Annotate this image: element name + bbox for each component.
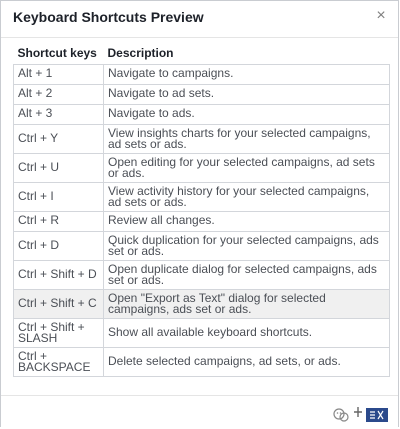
table-row xyxy=(14,65,390,85)
shortcuts-table xyxy=(13,43,390,377)
watermark-cross-icon xyxy=(352,405,364,424)
description-cell: Quick duplication for your selected campaigns, ads set or ads. xyxy=(104,232,390,261)
table-row xyxy=(14,348,390,377)
table-row xyxy=(14,183,390,212)
shortcut-key-cell: Ctrl + BACKSPACE xyxy=(14,348,104,377)
description-cell: Show all available keyboard shortcuts. xyxy=(104,319,390,348)
table-row xyxy=(14,125,390,154)
table-row xyxy=(14,290,390,319)
table-row xyxy=(14,232,390,261)
shortcut-key-cell: Ctrl + D xyxy=(14,232,104,261)
column-header-shortcut-keys: Shortcut keys xyxy=(17,45,97,60)
dialog-footer xyxy=(1,395,398,428)
shortcut-key-cell: Ctrl + U xyxy=(14,154,104,183)
shortcut-key-cell: Ctrl + Shift + D xyxy=(14,261,104,290)
description-cell: Delete selected campaigns, ad sets, or ads. xyxy=(104,348,390,377)
close-icon[interactable]: × xyxy=(376,7,386,24)
description-cell: View activity history for your selected campaigns, ad sets or ads. xyxy=(104,183,390,212)
dialog-header xyxy=(1,1,398,38)
table-header-row xyxy=(14,43,390,65)
shortcut-key-cell: Ctrl + I xyxy=(14,183,104,212)
watermark xyxy=(332,405,388,424)
description-cell: View insights charts for your selected campaigns, ad sets or ads. xyxy=(104,125,390,154)
description-cell: Review all changes. xyxy=(104,212,390,232)
table-row xyxy=(14,154,390,183)
watermark-badge-icon xyxy=(366,408,388,422)
description-cell: Navigate to campaigns. xyxy=(104,65,390,85)
table-row xyxy=(14,261,390,290)
shortcut-key-cell: Ctrl + Shift + SLASH xyxy=(14,319,104,348)
wechat-logo-icon xyxy=(332,406,350,424)
column-header-description: Description xyxy=(107,45,174,60)
shortcuts-table-container xyxy=(13,43,390,377)
description-cell: Open editing for your selected campaigns, ad sets or ads. xyxy=(104,154,390,183)
description-cell: Navigate to ads. xyxy=(104,105,390,125)
description-cell: Open "Export as Text" dialog for selected campaigns, ads set or ads. xyxy=(104,290,390,319)
description-cell: Navigate to ad sets. xyxy=(104,85,390,105)
table-row xyxy=(14,212,390,232)
shortcut-key-cell: Ctrl + R xyxy=(14,212,104,232)
shortcut-key-cell: Alt + 3 xyxy=(14,105,104,125)
description-cell: Open duplicate dialog for selected campaigns, ads set or ads. xyxy=(104,261,390,290)
shortcut-key-cell: Ctrl + Y xyxy=(14,125,104,154)
shortcut-key-cell: Alt + 2 xyxy=(14,85,104,105)
shortcut-key-cell: Ctrl + Shift + C xyxy=(14,290,104,319)
table-row xyxy=(14,85,390,105)
table-row xyxy=(14,105,390,125)
table-row xyxy=(14,319,390,348)
dialog-title: Keyboard Shortcuts Preview xyxy=(13,9,204,25)
shortcut-key-cell: Alt + 1 xyxy=(14,65,104,85)
